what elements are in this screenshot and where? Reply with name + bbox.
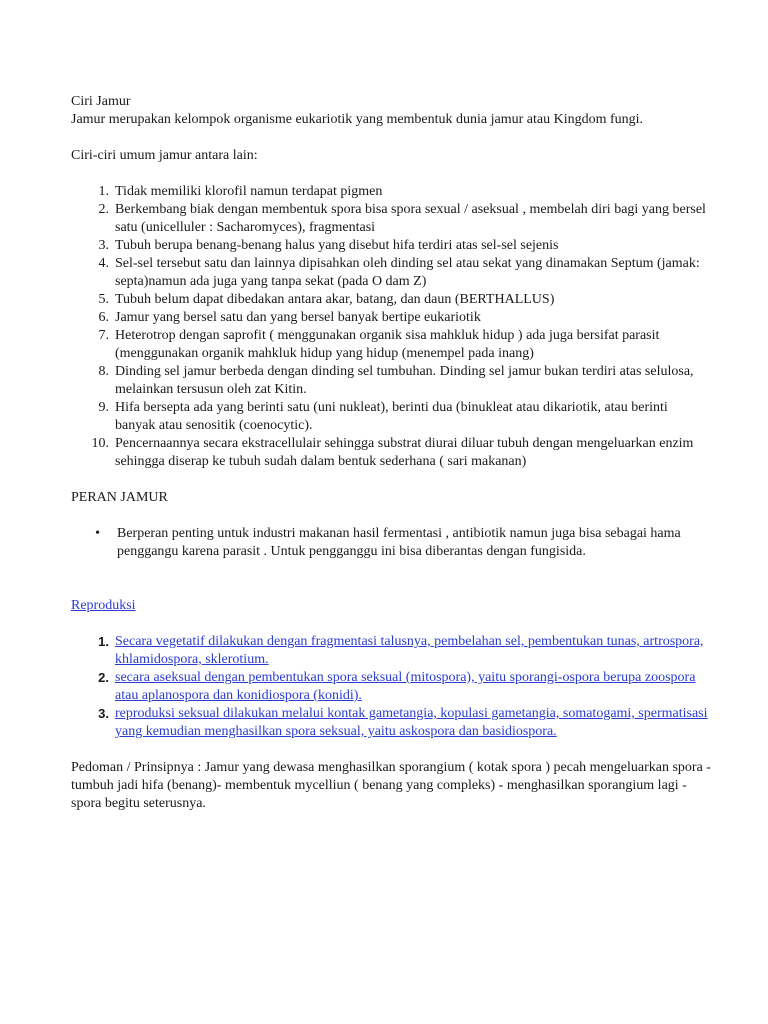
list-item — [71, 669, 711, 705]
list-link[interactable]: Secara vegetatif dilakukan dengan fragmentasi talusnya, pembelahan sel, pembentukan tunas, artrospora, khlamidospora, sklerotium. — [115, 634, 704, 667]
list-text: Hifa bersepta ada yang berinti satu (uni nukleat), berinti dua (binukleat atau dikariotik, atau berinti banyak atau senositik (coenocytic). — [115, 400, 668, 433]
list-item — [71, 525, 711, 561]
reproduksi-list — [71, 633, 711, 741]
list-item — [71, 183, 711, 201]
list-number: 2. — [98, 670, 109, 685]
list-text: Heterotrop dengan saprofit ( menggunakan organik sisa mahkluk hidup ) ada juga bersifat parasit (menggunakan organik mahkluk hidup yang hidup (menempel pada inang) — [115, 328, 660, 361]
list-item — [71, 399, 711, 435]
list-link[interactable]: reproduksi seksual dilakukan melalui kontak gametangia, kopulasi gametangia, somatogami, spermatisasi yang kemudian menghasilkan spora seksual, yaitu askospora dan basidiospora. — [115, 706, 708, 739]
list-text: Tubuh belum dapat dibedakan antara akar, batang, dan daun (BERTHALLUS) — [115, 292, 555, 307]
list-text: Sel-sel tersebut satu dan lainnya dipisahkan oleh dinding sel atau sekat yang dinamakan Septum (jamak: septa)namun ada juga yang tanpa sekat (pada O dam Z) — [115, 256, 700, 289]
list-item — [71, 237, 711, 255]
list-text: Tubuh berupa benang-benang halus yang disebut hifa terdiri atas sel-sel sejenis — [115, 238, 559, 253]
list-number: 1. — [98, 184, 109, 199]
list-number: 2. — [98, 202, 109, 217]
list-item — [71, 363, 711, 399]
list-number: 10. — [91, 436, 109, 451]
reproduksi-link[interactable]: Reproduksi — [71, 598, 136, 613]
list-item — [71, 435, 711, 471]
document-content — [71, 93, 711, 813]
bullet-glyph: • — [95, 526, 100, 541]
peran-heading: PERAN JAMUR — [71, 490, 168, 505]
list-number: 3. — [98, 238, 109, 253]
doc-title: Ciri Jamur — [71, 94, 131, 109]
ciri-list — [71, 183, 711, 471]
ciri-heading: Ciri-ciri umum jamur antara lain: — [71, 148, 258, 163]
list-item — [71, 633, 711, 669]
list-item — [71, 291, 711, 309]
spacer — [71, 579, 711, 597]
list-text: Berperan penting untuk industri makanan hasil fermentasi , antibiotik namun juga bisa sebagai hama penggangu karena parasit . Untuk pengganggu ini bisa diberantas dengan fungisida. — [117, 526, 681, 559]
list-text: Tidak memiliki klorofil namun terdapat pigmen — [115, 184, 383, 199]
list-number: 4. — [98, 256, 109, 271]
list-number: 9. — [98, 400, 109, 415]
list-item — [71, 201, 711, 237]
list-text: Dinding sel jamur berbeda dengan dinding sel tumbuhan. Dinding sel jamur bukan terdiri atas selulosa, melainkan tersusun oleh zat Kitin. — [115, 364, 694, 397]
list-item — [71, 309, 711, 327]
list-number: 8. — [98, 364, 109, 379]
list-text: Berkembang biak dengan membentuk spora bisa spora sexual / aseksual , membelah diri bagi yang bersel satu (unicelluler : Sacharomyces), fragmentasi — [115, 202, 706, 235]
list-text: Pencernaannya secara ekstracellulair sehingga substrat diurai diluar tubuh dengan mengeluarkan enzim sehingga diserap ke tubuh sudah dalam bentuk sederhana ( sari makanan) — [115, 436, 694, 469]
pedoman-paragraph: Pedoman / Prinsipnya : Jamur yang dewasa menghasilkan sporangium ( kotak spora ) pecah mengeluarkan spora - tumbuh jadi hifa (benang)- membentuk mycelliun ( benang yang compleks) - menghasilkan sporangium lagi - spora begitu seterusnya. — [71, 760, 711, 811]
peran-list — [71, 525, 711, 561]
list-number: 1. — [98, 634, 109, 649]
list-number: 3. — [98, 706, 109, 721]
reproduksi-heading[interactable] — [71, 597, 711, 615]
list-number: 7. — [98, 328, 109, 343]
list-item — [71, 255, 711, 291]
list-link[interactable]: secara aseksual dengan pembentukan spora seksual (mitospora), yaitu sporangi-ospora berupa zoospora atau aplanospora dan konidiospora (konidi). — [115, 670, 696, 703]
intro-paragraph: Jamur merupakan kelompok organisme eukariotik yang membentuk dunia jamur atau Kingdom fungi. — [71, 112, 644, 127]
list-number: 6. — [98, 310, 109, 325]
list-item — [71, 327, 711, 363]
list-number: 5. — [98, 292, 109, 307]
list-text: Jamur yang bersel satu dan yang bersel banyak bertipe eukariotik — [115, 310, 481, 325]
list-item — [71, 705, 711, 741]
